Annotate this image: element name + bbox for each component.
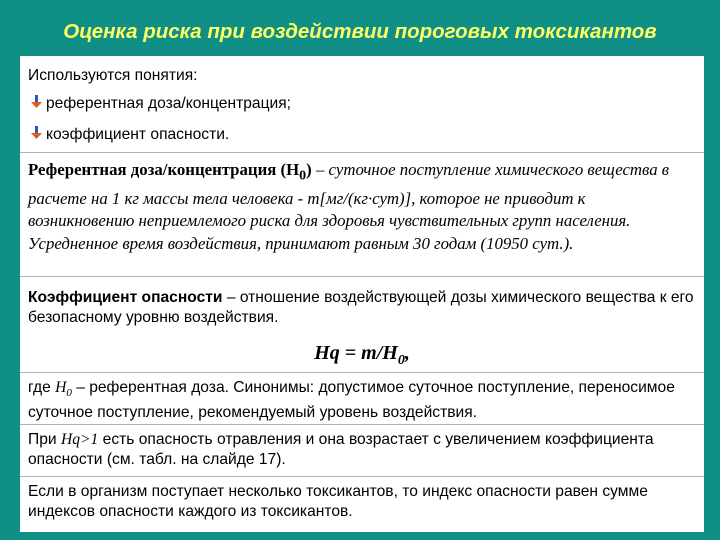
- rfd-definition: [28, 159, 696, 255]
- divider: [20, 372, 704, 373]
- hq-formula: $Hq = m/H_0$,: [314, 342, 410, 368]
- divider: [20, 424, 704, 425]
- rfd-text: – суточное поступление химического вещества в расчете на 1 кг массы тела человека - т[мг/(кг·сут)], которое не приводит к возникновению неприемлемого риска для здоровья чувствительных групп населения. Усредненное время воздействия, принимают равным 30 годам (10950 сут.).: [28, 160, 670, 253]
- bullet-item: референтная доза/концентрация;: [46, 95, 291, 112]
- rfd-term: Референтная доза/концентрация $(H_0)$: [28, 160, 312, 184]
- hq-threshold-note: При Hq>1 есть опасность отравления и она возрастает с увеличением коэффициента опасности (см. табл. на слайде 17).: [28, 431, 654, 468]
- bullet-item: коэффициент опасности.: [46, 126, 230, 143]
- hq-definition: [28, 288, 696, 328]
- content-panel: [20, 56, 704, 532]
- hq-term: Коэффициент опасности: [28, 289, 223, 306]
- bullet-arrow-icon: [30, 126, 44, 140]
- intro-text: Используются понятия:: [28, 67, 198, 84]
- slide-title: Оценка риска при воздействии пороговых токсикантов: [63, 20, 657, 43]
- where-note: где $H_0$ – референтная доза. Синонимы: допустимое суточное поступление, переносимое суточное поступление, рекомендуемый уровень воздействия.: [28, 379, 675, 422]
- bullet-arrow-icon: [30, 95, 44, 109]
- divider: [20, 276, 704, 277]
- sum-note: Если в организм поступает несколько токсикантов, то индекс опасности равен сумме индексов опасности каждого из токсикантов.: [28, 483, 648, 520]
- divider: [20, 152, 704, 153]
- hq-text: – отношение воздействующей дозы химического вещества к его безопасному уровню воздействия.: [28, 289, 694, 326]
- divider: [20, 476, 704, 477]
